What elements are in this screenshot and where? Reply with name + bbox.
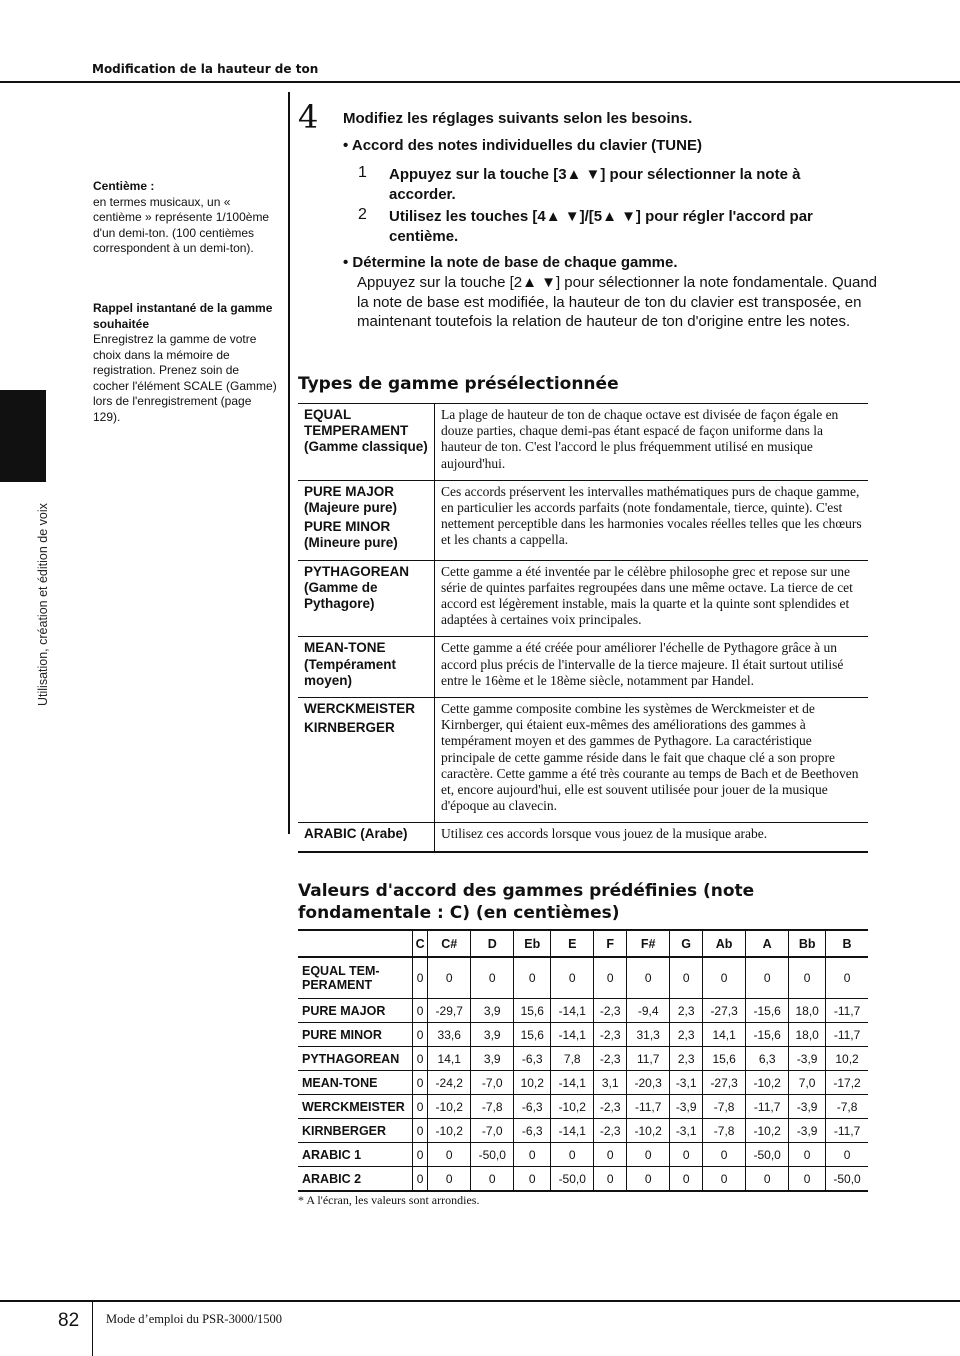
page-number: 82 — [58, 1310, 80, 1331]
scale-row-name: PURE MINOR — [298, 1023, 413, 1047]
note-text: Enregistrez la gamme de votre choix dans la mémoire de registration. Prenez soin de cocher l'élément SCALE (Gamme) lors de l'enregistrement (page 129). — [93, 332, 277, 424]
cent-value-cell: 0 — [471, 957, 514, 999]
cent-value-cell: -6,3 — [514, 1119, 551, 1143]
note-text: en termes musicaux, un « centième » représente 1/100ème d'un demi-ton. (100 centièmes correspondent à un demi-ton). — [93, 194, 270, 255]
note-column-header: C# — [428, 930, 471, 957]
cent-value-cell: 2,3 — [670, 999, 703, 1023]
header-rule — [0, 81, 960, 83]
running-header: Modification de la hauteur de ton — [92, 62, 319, 76]
scale-name-cell — [298, 480, 435, 560]
base-note-paragraph: Appuyez sur la touche [2▲ ▼] pour sélectionner la note fondamentale. Quand la note de base est modifiée, la hauteur de ton du clavier est transposée, en maintenant toutefois la relation de hauteur de ton d'origine entre les notes. — [357, 274, 878, 330]
cent-value-cell: 10,2 — [514, 1071, 551, 1095]
table-header-row — [298, 930, 868, 957]
cent-value-cell: 2,3 — [670, 1047, 703, 1071]
cent-value-cell: -10,2 — [428, 1119, 471, 1143]
cent-value-cell: -10,2 — [551, 1095, 594, 1119]
cent-value-cell: 15,6 — [703, 1047, 746, 1071]
cent-value-cell: 0 — [428, 957, 471, 999]
cent-value-cell: -9,4 — [627, 999, 670, 1023]
note-column-header: G — [670, 930, 703, 957]
table-row — [298, 1143, 868, 1167]
cent-value-cell: 7,8 — [551, 1047, 594, 1071]
cent-value-cell: -14,1 — [551, 1119, 594, 1143]
cent-value-cell: 0 — [594, 1143, 627, 1167]
side-note-cent — [93, 179, 278, 257]
scale-description: Cette gamme composite combine les systèmes de Werckmeister et de Kirnberger, qui étaient eux-mêmes des améliorations des gammes à tempérament moyen et des gammes de Pythagore. La caractéristique principale de cette gamme réside dans le fait que chaque clé a son propre caractère. Cette gamme a été très courante au temps de Bach et de Beethoven et, encore aujourd'hui, elle est souvent utilisée pour jouer de la musique d'époque au clavecin. — [435, 698, 869, 823]
chapter-label: Utilisation, création et édition de voix — [36, 503, 50, 706]
cent-value-cell: 0 — [514, 1167, 551, 1192]
note-column-header: F — [594, 930, 627, 957]
cent-value-cell: -6,3 — [514, 1047, 551, 1071]
cent-value-cell: 0 — [551, 1143, 594, 1167]
cent-value-cell: -15,6 — [746, 999, 789, 1023]
cent-value-cell: 0 — [670, 1143, 703, 1167]
cent-value-cell: -3,1 — [670, 1119, 703, 1143]
cent-value-cell: 0 — [594, 957, 627, 999]
cent-value-cell: 0 — [428, 1143, 471, 1167]
cent-value-cell: -3,9 — [789, 1119, 826, 1143]
table-row — [298, 1047, 868, 1071]
cent-value-cell: 0 — [746, 1167, 789, 1192]
note-column-header: D — [471, 930, 514, 957]
corner-header — [298, 930, 413, 957]
cent-value-cell: 0 — [627, 1167, 670, 1192]
scale-name: ARABIC (Arabe) — [304, 826, 408, 842]
scale-name: PYTHAGOREAN (Gamme de Pythagore) — [304, 563, 410, 612]
chapter-tab — [0, 390, 46, 482]
scale-name-cell — [298, 637, 435, 698]
side-note-recall — [93, 301, 278, 425]
cent-value-cell: 0 — [670, 1167, 703, 1192]
cent-value-cell: 0 — [413, 1095, 428, 1119]
cent-value-cell: -10,2 — [627, 1119, 670, 1143]
cent-value-cell: -50,0 — [826, 1167, 868, 1192]
values-heading: Valeurs d'accord des gammes prédéfinies (note fondamentale : C) (en centièmes) — [298, 881, 755, 923]
cent-value-cell: 0 — [413, 1167, 428, 1192]
cent-value-cell: 0 — [413, 1119, 428, 1143]
cent-value-cell: 0 — [551, 957, 594, 999]
column-divider — [288, 92, 290, 834]
cent-value-cell: -15,6 — [746, 1023, 789, 1047]
cent-value-cell: 0 — [471, 1167, 514, 1192]
table-row — [298, 1023, 868, 1047]
cent-value-cell: -2,3 — [594, 999, 627, 1023]
cent-value-cell: 0 — [413, 957, 428, 999]
cent-value-cell: 0 — [627, 1143, 670, 1167]
table-row — [298, 957, 868, 999]
note-column-header: Bb — [789, 930, 826, 957]
cent-value-cell: 0 — [789, 1143, 826, 1167]
note-column-header: A — [746, 930, 789, 957]
note-column-header: B — [826, 930, 868, 957]
table-row — [298, 637, 868, 698]
cent-value-cell: -27,3 — [703, 1071, 746, 1095]
substep-text: Utilisez les touches [4▲ ▼]/[5▲ ▼] pour régler l'accord par centième. — [389, 208, 813, 245]
cent-value-cell: 0 — [670, 957, 703, 999]
cent-value-cell: -50,0 — [746, 1143, 789, 1167]
table-row — [298, 404, 868, 481]
cent-value-cell: -3,9 — [789, 1047, 826, 1071]
cent-value-cell: -11,7 — [826, 1119, 868, 1143]
cent-value-cell: 18,0 — [789, 1023, 826, 1047]
scale-name: PURE MINOR (Mineure pure) — [304, 519, 398, 551]
cent-value-cell: -2,3 — [594, 1095, 627, 1119]
cent-value-cell: -29,7 — [428, 999, 471, 1023]
cent-value-cell: 0 — [746, 957, 789, 999]
cent-value-cell: -50,0 — [551, 1167, 594, 1192]
types-heading: Types de gamme présélectionnée — [298, 374, 619, 394]
cent-value-cell: -11,7 — [826, 999, 868, 1023]
scale-row-name: WERCKMEISTER — [298, 1095, 413, 1119]
cent-value-cell: 0 — [789, 1167, 826, 1192]
table-row — [298, 1167, 868, 1192]
cent-value-cell: -11,7 — [627, 1095, 670, 1119]
cent-value-cell: 0 — [514, 1143, 551, 1167]
footnote: * A l'écran, les valeurs sont arrondies. — [298, 1193, 480, 1207]
scale-name: MEAN-TONE (Tempérament moyen) — [304, 640, 397, 688]
note-column-header: E — [551, 930, 594, 957]
cent-value-cell: -3,9 — [789, 1095, 826, 1119]
note-column-header: F# — [627, 930, 670, 957]
table-row — [298, 1071, 868, 1095]
scale-row-name: KIRNBERGER — [298, 1119, 413, 1143]
cent-value-cell: 0 — [594, 1167, 627, 1192]
scale-description: Cette gamme a été inventée par le célèbre philosophe grec et repose sur une série de quintes parfaites regroupées dans une même octave. La tierce de cet accord est légèrement instable, mais la quarte et la quinte sont splendides et adaptées à certaines voix principales. — [435, 560, 869, 637]
cent-value-cell: 0 — [826, 1143, 868, 1167]
scale-row-name: PURE MAJOR — [298, 999, 413, 1023]
cent-value-cell: -7,0 — [471, 1119, 514, 1143]
manual-reference: Mode d’emploi du PSR-3000/1500 — [106, 1312, 283, 1326]
table-row — [298, 999, 868, 1023]
cent-value-cell: -2,3 — [594, 1023, 627, 1047]
cent-value-cell: 0 — [514, 957, 551, 999]
substep-text: Appuyez sur la touche [3▲ ▼] pour sélectionner la note à accorder. — [389, 166, 801, 203]
table-row — [298, 1095, 868, 1119]
scale-name: EQUAL TEMPERAMENT (Gamme classique) — [304, 407, 428, 455]
cent-value-cell: 0 — [413, 1071, 428, 1095]
scale-types-table — [298, 403, 868, 853]
cent-value-cell: -11,7 — [746, 1095, 789, 1119]
cent-value-cell: 3,1 — [594, 1071, 627, 1095]
step-title: Modifiez les réglages suivants selon les besoins. — [343, 110, 693, 127]
scale-description: La plage de hauteur de ton de chaque octave est divisée de façon égale en douze parties, chaque demi-pas étant espacé de façon uniforme dans la hauteur de ton. C'est l'accord le plus fréquemment utilisé en musique aujourd'hui. — [435, 404, 869, 481]
tuning-values-table — [298, 929, 868, 1192]
cent-value-cell: -14,1 — [551, 999, 594, 1023]
scale-name-cell — [298, 560, 435, 637]
table-row — [298, 1119, 868, 1143]
table-row — [298, 560, 868, 637]
table-row — [298, 823, 868, 852]
cent-value-cell: 3,9 — [471, 1047, 514, 1071]
footer-divider — [92, 1300, 93, 1356]
scale-row-name: ARABIC 2 — [298, 1167, 413, 1192]
scale-name-cell — [298, 404, 435, 481]
cent-value-cell: 3,9 — [471, 999, 514, 1023]
cent-value-cell: 7,0 — [789, 1071, 826, 1095]
cent-value-cell: 0 — [789, 957, 826, 999]
cent-value-cell: 14,1 — [428, 1047, 471, 1071]
cent-value-cell: 14,1 — [703, 1023, 746, 1047]
cent-value-cell: 6,3 — [746, 1047, 789, 1071]
cent-value-cell: -14,1 — [551, 1023, 594, 1047]
cent-value-cell: -7,8 — [471, 1095, 514, 1119]
cent-value-cell: 0 — [703, 957, 746, 999]
cent-value-cell: -3,1 — [670, 1071, 703, 1095]
scale-description: Ces accords préservent les intervalles mathématiques purs de chaque gamme, en particulier les accords parfaits (note fondamentale, tierce, quinte). C'est nettement perceptible dans les harmonies vocales réelles telles que les chœurs et les chants a cappella. — [435, 480, 869, 560]
cent-value-cell: 33,6 — [428, 1023, 471, 1047]
cent-value-cell: -50,0 — [471, 1143, 514, 1167]
cent-value-cell: 0 — [413, 1143, 428, 1167]
cent-value-cell: -2,3 — [594, 1119, 627, 1143]
scale-description: Utilisez ces accords lorsque vous jouez de la musique arabe. — [435, 823, 869, 852]
cent-value-cell: 0 — [413, 1047, 428, 1071]
cent-value-cell: 0 — [413, 1023, 428, 1047]
table-row — [298, 698, 868, 823]
cent-value-cell: -6,3 — [514, 1095, 551, 1119]
scale-row-name: EQUAL TEM-PERAMENT — [298, 957, 413, 999]
cent-value-cell: 11,7 — [627, 1047, 670, 1071]
substep-number: 1 — [358, 164, 367, 181]
cent-value-cell: -11,7 — [826, 1023, 868, 1047]
bullet-tune: • Accord des notes individuelles du clavier (TUNE) — [343, 137, 702, 154]
scale-description: Cette gamme a été créée pour améliorer l'échelle de Pythagore grâce à un accord plus précis de l'intervalle de la tierce majeure. Il était surtout utilisé entre le 16ème et le 18ème siècle, notamment par Handel. — [435, 637, 869, 698]
cent-value-cell: 0 — [627, 957, 670, 999]
cent-value-cell: 0 — [826, 957, 868, 999]
cent-value-cell: 0 — [428, 1167, 471, 1192]
scale-row-name: MEAN-TONE — [298, 1071, 413, 1095]
cent-value-cell: -27,3 — [703, 999, 746, 1023]
note-column-header: C — [413, 930, 428, 957]
cent-value-cell: -20,3 — [627, 1071, 670, 1095]
cent-value-cell: 0 — [413, 999, 428, 1023]
note-column-header: Ab — [703, 930, 746, 957]
substep-number: 2 — [358, 206, 367, 223]
cent-value-cell: -10,2 — [746, 1071, 789, 1095]
cent-value-cell: -2,3 — [594, 1047, 627, 1071]
table-row — [298, 480, 868, 560]
scale-row-name: ARABIC 1 — [298, 1143, 413, 1167]
cent-value-cell: -10,2 — [746, 1119, 789, 1143]
scale-name-cell — [298, 823, 435, 852]
cent-value-cell: -7,8 — [826, 1095, 868, 1119]
note-title: Centième : — [93, 179, 155, 193]
cent-value-cell: -24,2 — [428, 1071, 471, 1095]
cent-value-cell: 3,9 — [471, 1023, 514, 1047]
scale-row-name: PYTHAGOREAN — [298, 1047, 413, 1071]
scale-name: PURE MAJOR (Majeure pure) — [304, 483, 398, 516]
cent-value-cell: -7,0 — [471, 1071, 514, 1095]
scale-name: KIRNBERGER — [304, 720, 395, 736]
note-title: Rappel instantané de la gamme souhaitée — [93, 301, 273, 331]
note-column-header: Eb — [514, 930, 551, 957]
cent-value-cell: -3,9 — [670, 1095, 703, 1119]
cent-value-cell: -14,1 — [551, 1071, 594, 1095]
cent-value-cell: 15,6 — [514, 1023, 551, 1047]
cent-value-cell: 10,2 — [826, 1047, 868, 1071]
cent-value-cell: 18,0 — [789, 999, 826, 1023]
cent-value-cell: 15,6 — [514, 999, 551, 1023]
scale-name: WERCKMEISTER — [304, 701, 415, 717]
cent-value-cell: 0 — [703, 1143, 746, 1167]
cent-value-cell: -7,8 — [703, 1095, 746, 1119]
cent-value-cell: 0 — [703, 1167, 746, 1192]
cent-value-cell: -7,8 — [703, 1119, 746, 1143]
cent-value-cell: -17,2 — [826, 1071, 868, 1095]
cent-value-cell: 31,3 — [627, 1023, 670, 1047]
cent-value-cell: 2,3 — [670, 1023, 703, 1047]
footer-rule — [0, 1300, 960, 1302]
bullet-base-note: • Détermine la note de base de chaque gamme. — [343, 254, 678, 271]
cent-value-cell: -10,2 — [428, 1095, 471, 1119]
step-number: 4 — [298, 98, 319, 136]
scale-name-cell — [298, 698, 435, 823]
